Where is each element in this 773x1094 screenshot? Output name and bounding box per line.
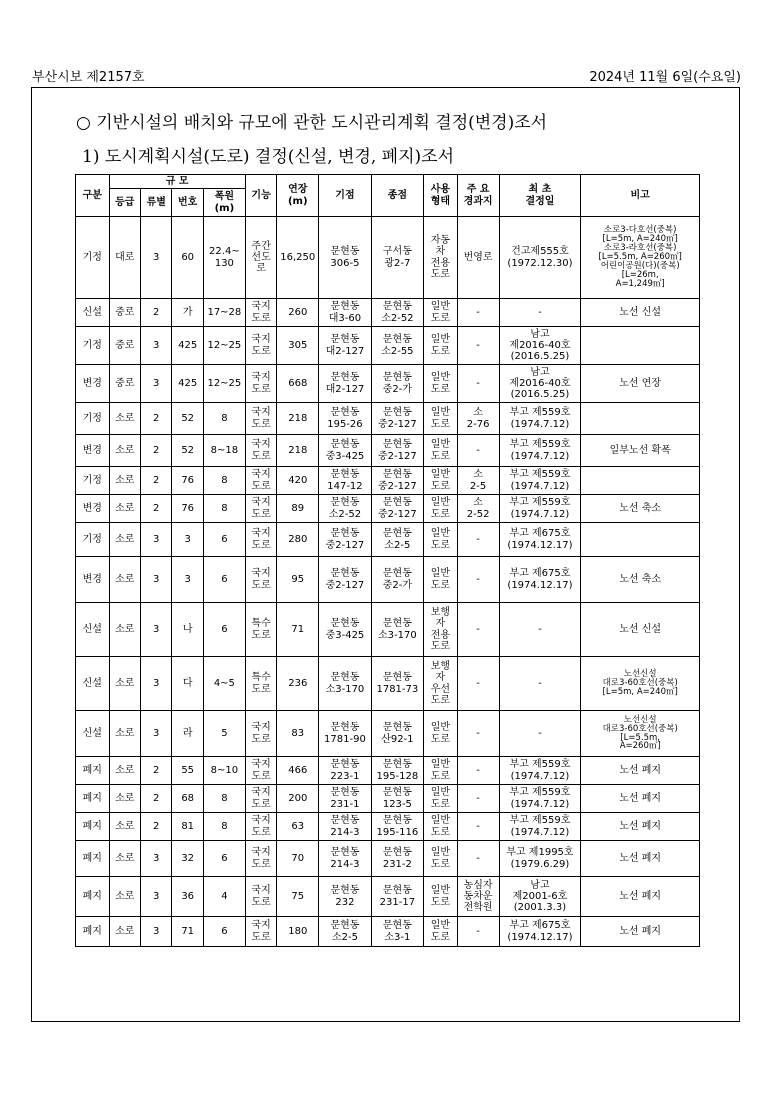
table-cell: 노선 신설 (581, 603, 700, 657)
table-cell: 소 2-5 (457, 467, 499, 495)
table-cell: 8 (203, 813, 245, 841)
table-cell: 문현동 195-116 (371, 813, 423, 841)
table-cell: 3 (141, 877, 172, 917)
table-cell: 소로 (109, 657, 140, 711)
table-cell: 노선 폐지 (581, 785, 700, 813)
table-cell: 노선 폐지 (581, 917, 700, 947)
table-cell: 6 (203, 917, 245, 947)
table-cell: 폐지 (76, 813, 110, 841)
table-cell: 3 (141, 217, 172, 299)
table-cell: 국지 도로 (245, 877, 276, 917)
table-cell: 2 (141, 813, 172, 841)
table-cell: 소로 (109, 467, 140, 495)
table-cell: 668 (277, 365, 319, 403)
table-cell: 문현동 중2-127 (319, 523, 371, 557)
table-cell: 소로 (109, 523, 140, 557)
table-cell: 260 (277, 299, 319, 327)
table-cell: 2 (141, 467, 172, 495)
table-row (76, 785, 700, 813)
table-cell: 문현동 123-5 (371, 785, 423, 813)
table-cell: 보행 자 전용 도로 (424, 603, 458, 657)
table-cell: 문현동 중2-가 (371, 557, 423, 603)
table-cell: 문현동 소3-170 (319, 657, 371, 711)
table-cell (581, 467, 700, 495)
table-cell: 문현동 소2-5 (371, 523, 423, 557)
table-cell: 라 (172, 711, 203, 757)
table-cell: 6 (203, 603, 245, 657)
table-cell: 12~25 (203, 327, 245, 365)
table-cell: 일반 도로 (424, 403, 458, 435)
table-cell: 부고 제559호 (1974.7.12) (499, 403, 581, 435)
table-cell: 6 (203, 557, 245, 603)
table-cell: 노선신설 대로3-60호선(중복) [L=5m, A=240㎡] (581, 657, 700, 711)
gazette-issue: 부산시보 제2157호 (32, 70, 145, 85)
table-cell: 8~18 (203, 435, 245, 467)
table-cell: 문현동 소3-1 (371, 917, 423, 947)
table-cell: 문현동 147-12 (319, 467, 371, 495)
table-cell: 일반 도로 (424, 841, 458, 877)
publication-date: 2024년 11월 6일(수요일) (589, 70, 741, 85)
table-cell: 국지 도로 (245, 467, 276, 495)
table-cell: 200 (277, 785, 319, 813)
table-cell: 노선 폐지 (581, 757, 700, 785)
table-cell: 218 (277, 435, 319, 467)
table-cell (581, 523, 700, 557)
table-cell: 국지 도로 (245, 327, 276, 365)
table-cell: 2 (141, 785, 172, 813)
table-cell: 국지 도로 (245, 917, 276, 947)
table-cell: 305 (277, 327, 319, 365)
table-cell: 3 (141, 711, 172, 757)
table-cell: 국지 도로 (245, 403, 276, 435)
table-cell: 2 (141, 757, 172, 785)
table-cell: 일반 도로 (424, 495, 458, 523)
table-cell: 기정 (76, 403, 110, 435)
table-cell: 95 (277, 557, 319, 603)
road-facility-table (75, 174, 700, 947)
table-cell: 문현동 대2-127 (319, 365, 371, 403)
table-cell: 70 (277, 841, 319, 877)
table-cell: 문현동 1781-90 (319, 711, 371, 757)
table-cell: 중로 (109, 327, 140, 365)
table-cell: 소로 (109, 603, 140, 657)
table-cell: 국지 도로 (245, 557, 276, 603)
table-cell: 가 (172, 299, 203, 327)
table-cell: 소로 (109, 757, 140, 785)
table-cell: 기정 (76, 467, 110, 495)
table-cell: - (457, 327, 499, 365)
table-cell: 폐지 (76, 757, 110, 785)
table-cell: 남고 제2001-6호 (2001.3.3) (499, 877, 581, 917)
table-cell: 문현동 231-17 (371, 877, 423, 917)
table-cell: 부고 제559호 (1974.7.12) (499, 435, 581, 467)
col-scale: 규 모 (109, 175, 245, 189)
table-cell: 일반 도로 (424, 813, 458, 841)
table-cell: 폐지 (76, 917, 110, 947)
table-cell: 문현동 306-5 (319, 217, 371, 299)
table-cell: - (457, 435, 499, 467)
table-cell: 8~10 (203, 757, 245, 785)
table-cell: 81 (172, 813, 203, 841)
table-cell: 문현동 195-26 (319, 403, 371, 435)
table-cell: 420 (277, 467, 319, 495)
table-cell: 3 (141, 841, 172, 877)
table-cell: 기정 (76, 523, 110, 557)
table-cell: 중로 (109, 365, 140, 403)
table-cell: 2 (141, 403, 172, 435)
table-cell: 부고 제559호 (1974.7.12) (499, 495, 581, 523)
table-cell: - (457, 711, 499, 757)
table-row (76, 327, 700, 365)
subsection-title: 1) 도시계획시설(도로) 결정(신설, 변경, 폐지)조서 (82, 147, 454, 167)
col-length: 연장 (m) (277, 175, 319, 217)
col-note: 비고 (581, 175, 700, 217)
table-cell: 일반 도로 (424, 365, 458, 403)
table-cell: - (457, 299, 499, 327)
table-cell: 3 (141, 327, 172, 365)
table-cell: 신설 (76, 711, 110, 757)
table-cell: 4 (203, 877, 245, 917)
table-cell: 국지 도로 (245, 841, 276, 877)
table-cell: 3 (172, 557, 203, 603)
table-cell: 3 (141, 557, 172, 603)
table-cell: 32 (172, 841, 203, 877)
table-cell: 60 (172, 217, 203, 299)
table-cell: 문현동 소2-55 (371, 327, 423, 365)
table-cell: 일반 도로 (424, 327, 458, 365)
table-cell: 신설 (76, 603, 110, 657)
table-cell: 4~5 (203, 657, 245, 711)
table-cell: 폐지 (76, 841, 110, 877)
table-cell: 부고 제559호 (1974.7.12) (499, 467, 581, 495)
table-row (76, 495, 700, 523)
table-cell: 주간 선도 로 (245, 217, 276, 299)
table-cell: 건고제555호 (1972.12.30) (499, 217, 581, 299)
table-cell: 변경 (76, 435, 110, 467)
table-cell: 8 (203, 403, 245, 435)
table-cell: 5 (203, 711, 245, 757)
table-cell: 63 (277, 813, 319, 841)
table-cell: 36 (172, 877, 203, 917)
table-cell: 3 (141, 523, 172, 557)
table-cell: 소로 (109, 917, 140, 947)
table-row (76, 877, 700, 917)
table-cell: 문현동 소2-52 (371, 299, 423, 327)
table-row (76, 657, 700, 711)
table-cell: 부고 제559호 (1974.7.12) (499, 785, 581, 813)
table-cell: 소로 (109, 495, 140, 523)
table-cell: 문현동 중3-425 (319, 435, 371, 467)
table-cell: - (457, 657, 499, 711)
table-row (76, 603, 700, 657)
table-cell: 남고 제2016-40호 (2016.5.25) (499, 327, 581, 365)
table-cell: 부고 제675호 (1974.12.17) (499, 523, 581, 557)
table-cell: 소로 (109, 435, 140, 467)
table-cell (581, 403, 700, 435)
table-cell: 2 (141, 299, 172, 327)
table-cell: 문현동 231-2 (371, 841, 423, 877)
table-cell: 변경 (76, 495, 110, 523)
table-cell: 다 (172, 657, 203, 711)
table-cell: 3 (141, 917, 172, 947)
table-cell: 소 2-76 (457, 403, 499, 435)
table-row (76, 841, 700, 877)
table-cell: 국지 도로 (245, 757, 276, 785)
table-cell: 일반 도로 (424, 435, 458, 467)
table-cell: 71 (172, 917, 203, 947)
col-type: 류별 (141, 189, 172, 217)
col-function: 기능 (245, 175, 276, 217)
table-cell: 일반 도로 (424, 757, 458, 785)
table-cell: 문현동 중2-127 (371, 495, 423, 523)
table-cell: 소로3-다호선(중복) [L=5m, A=240㎡] 소로3-라호선(중복) [L=5.5m, A=260㎡] 어린이공원(다)(중복) [L=26m, A=1,249㎡] (581, 217, 700, 299)
table-row (76, 435, 700, 467)
table-cell: - (457, 557, 499, 603)
table-cell: 6 (203, 523, 245, 557)
table-cell: 425 (172, 327, 203, 365)
table-cell: - (457, 757, 499, 785)
table-cell: 일반 도로 (424, 467, 458, 495)
table-cell: 국지 도로 (245, 495, 276, 523)
table-cell: 보행 자 우선 도로 (424, 657, 458, 711)
col-start: 기점 (319, 175, 371, 217)
table-cell: 89 (277, 495, 319, 523)
table-cell: 부고 제559호 (1974.7.12) (499, 813, 581, 841)
table-cell: 12~25 (203, 365, 245, 403)
table-cell: 소로 (109, 403, 140, 435)
col-first-decision: 최 초 결정일 (499, 175, 581, 217)
table-row (76, 365, 700, 403)
table-cell: - (499, 603, 581, 657)
table-cell: 문현동 214-3 (319, 841, 371, 877)
table-cell: 83 (277, 711, 319, 757)
table-cell: 236 (277, 657, 319, 711)
table-cell: 문현동 소2-5 (319, 917, 371, 947)
table-cell: 22.4~ 130 (203, 217, 245, 299)
table-cell: 노선 폐지 (581, 877, 700, 917)
table-cell: 소로 (109, 877, 140, 917)
table-cell: 8 (203, 785, 245, 813)
table-row (76, 523, 700, 557)
table-cell: 문현동 산92-1 (371, 711, 423, 757)
table-cell: 자동 차 전용 도로 (424, 217, 458, 299)
table-cell: 국지 도로 (245, 785, 276, 813)
col-usage: 사용 형태 (424, 175, 458, 217)
table-cell: - (457, 813, 499, 841)
table-body (76, 217, 700, 947)
table-cell: 소로 (109, 841, 140, 877)
table-cell: - (457, 841, 499, 877)
table-cell: - (457, 917, 499, 947)
table-cell: 52 (172, 435, 203, 467)
table-cell: 소로 (109, 557, 140, 603)
table-cell (581, 327, 700, 365)
table-cell: 번영로 (457, 217, 499, 299)
table-cell: 2 (141, 495, 172, 523)
table-cell: 중로 (109, 299, 140, 327)
table-cell: 국지 도로 (245, 523, 276, 557)
table-cell: 기정 (76, 217, 110, 299)
table-cell: 기정 (76, 327, 110, 365)
table-cell: 218 (277, 403, 319, 435)
table-cell: 부고 제675호 (1974.12.17) (499, 557, 581, 603)
table-cell: 75 (277, 877, 319, 917)
table-cell: 52 (172, 403, 203, 435)
table-cell: 문현동 231-1 (319, 785, 371, 813)
table-cell: 17~28 (203, 299, 245, 327)
table-cell: 문현동 중2-127 (371, 467, 423, 495)
table-cell: 문현동 소2-52 (319, 495, 371, 523)
table-cell: - (499, 299, 581, 327)
table-cell: 일반 도로 (424, 557, 458, 603)
table-cell: 부고 제1995호 (1979.6.29) (499, 841, 581, 877)
table-cell: 변경 (76, 365, 110, 403)
table-cell: 466 (277, 757, 319, 785)
table-cell: 일반 도로 (424, 299, 458, 327)
table-cell: 노선 축소 (581, 495, 700, 523)
table-cell: 일반 도로 (424, 785, 458, 813)
table-cell: 71 (277, 603, 319, 657)
table-cell: 구서동 광2-7 (371, 217, 423, 299)
table-cell: 국지 도로 (245, 435, 276, 467)
table-cell: 노선신설 대로3-60호선(중복) [L=5.5m, A=260㎡] (581, 711, 700, 757)
table-cell: 425 (172, 365, 203, 403)
table-cell: 특수 도로 (245, 603, 276, 657)
table-cell: 16,250 (277, 217, 319, 299)
table-cell: 문현동 대2-127 (319, 327, 371, 365)
table-cell: 농심자 동차운 전학원 (457, 877, 499, 917)
table-cell: 문현동 중2-127 (371, 403, 423, 435)
table-cell: 문현동 중2-가 (371, 365, 423, 403)
table-cell: 3 (141, 603, 172, 657)
table-cell: 대로 (109, 217, 140, 299)
col-via: 주 요 경과지 (457, 175, 499, 217)
table-cell: 국지 도로 (245, 365, 276, 403)
table-cell: 신설 (76, 299, 110, 327)
table-cell: 부고 제559호 (1974.7.12) (499, 757, 581, 785)
col-end: 종점 (371, 175, 423, 217)
table-cell: 소 2-52 (457, 495, 499, 523)
table-cell: 국지 도로 (245, 711, 276, 757)
table-cell: 8 (203, 495, 245, 523)
page-header (32, 66, 741, 86)
table-cell: 일반 도로 (424, 711, 458, 757)
table-cell: - (499, 711, 581, 757)
table-cell: 국지 도로 (245, 813, 276, 841)
table-cell: 특수 도로 (245, 657, 276, 711)
table-cell: 55 (172, 757, 203, 785)
table-cell: 문현동 중3-425 (319, 603, 371, 657)
table-cell: - (457, 365, 499, 403)
table-cell: 노선 축소 (581, 557, 700, 603)
table-cell: 68 (172, 785, 203, 813)
table-cell: 문현동 중2-127 (319, 557, 371, 603)
table-cell: 76 (172, 467, 203, 495)
table-cell: 문현동 대3-60 (319, 299, 371, 327)
table-cell: 폐지 (76, 785, 110, 813)
table-cell: - (457, 785, 499, 813)
table-cell: 남고 제2016-40호 (2016.5.25) (499, 365, 581, 403)
table-cell: 일반 도로 (424, 877, 458, 917)
table-cell: 문현동 223-1 (319, 757, 371, 785)
table-row (76, 757, 700, 785)
table-cell: 부고 제675호 (1974.12.17) (499, 917, 581, 947)
table-cell: 6 (203, 841, 245, 877)
table-row (76, 403, 700, 435)
table-cell: 문현동 214-3 (319, 813, 371, 841)
table-cell: 3 (141, 657, 172, 711)
table-row (76, 917, 700, 947)
table-cell: 변경 (76, 557, 110, 603)
table-cell: 노선 연장 (581, 365, 700, 403)
col-width: 폭원 (m) (203, 189, 245, 217)
table-cell: 3 (141, 365, 172, 403)
table-cell: 문현동 195-128 (371, 757, 423, 785)
table-cell: 노선 신설 (581, 299, 700, 327)
table-cell: 국지 도로 (245, 299, 276, 327)
col-number: 번호 (172, 189, 203, 217)
table-row (76, 217, 700, 299)
table-cell: 76 (172, 495, 203, 523)
table-cell: 문현동 1781-73 (371, 657, 423, 711)
table-row (76, 467, 700, 495)
table-cell: 문현동 232 (319, 877, 371, 917)
table-cell: 노선 폐지 (581, 813, 700, 841)
table-cell: 폐지 (76, 877, 110, 917)
table-cell: 280 (277, 523, 319, 557)
table-row (76, 299, 700, 327)
table-cell: 소로 (109, 813, 140, 841)
table-cell: 2 (141, 435, 172, 467)
table-cell: 8 (203, 467, 245, 495)
table-cell: 문현동 중2-127 (371, 435, 423, 467)
table-cell: 180 (277, 917, 319, 947)
section-title: ○ 기반시설의 배치와 규모에 관한 도시관리계획 결정(변경)조서 (76, 113, 548, 133)
table-cell: - (457, 523, 499, 557)
col-gubun: 구분 (76, 175, 110, 217)
table-cell: 나 (172, 603, 203, 657)
table-cell: 소로 (109, 711, 140, 757)
table-row (76, 557, 700, 603)
table-row (76, 813, 700, 841)
table-cell: 노선 폐지 (581, 841, 700, 877)
table-cell: 3 (172, 523, 203, 557)
table-cell: 소로 (109, 785, 140, 813)
table-cell: - (457, 603, 499, 657)
col-grade: 등급 (109, 189, 140, 217)
table-cell: 일반 도로 (424, 523, 458, 557)
table-cell: 신설 (76, 657, 110, 711)
table-row (76, 711, 700, 757)
table-cell: 일반 도로 (424, 917, 458, 947)
table-cell: - (499, 657, 581, 711)
table-cell: 일부노선 확폭 (581, 435, 700, 467)
table-cell: 문현동 소3-170 (371, 603, 423, 657)
